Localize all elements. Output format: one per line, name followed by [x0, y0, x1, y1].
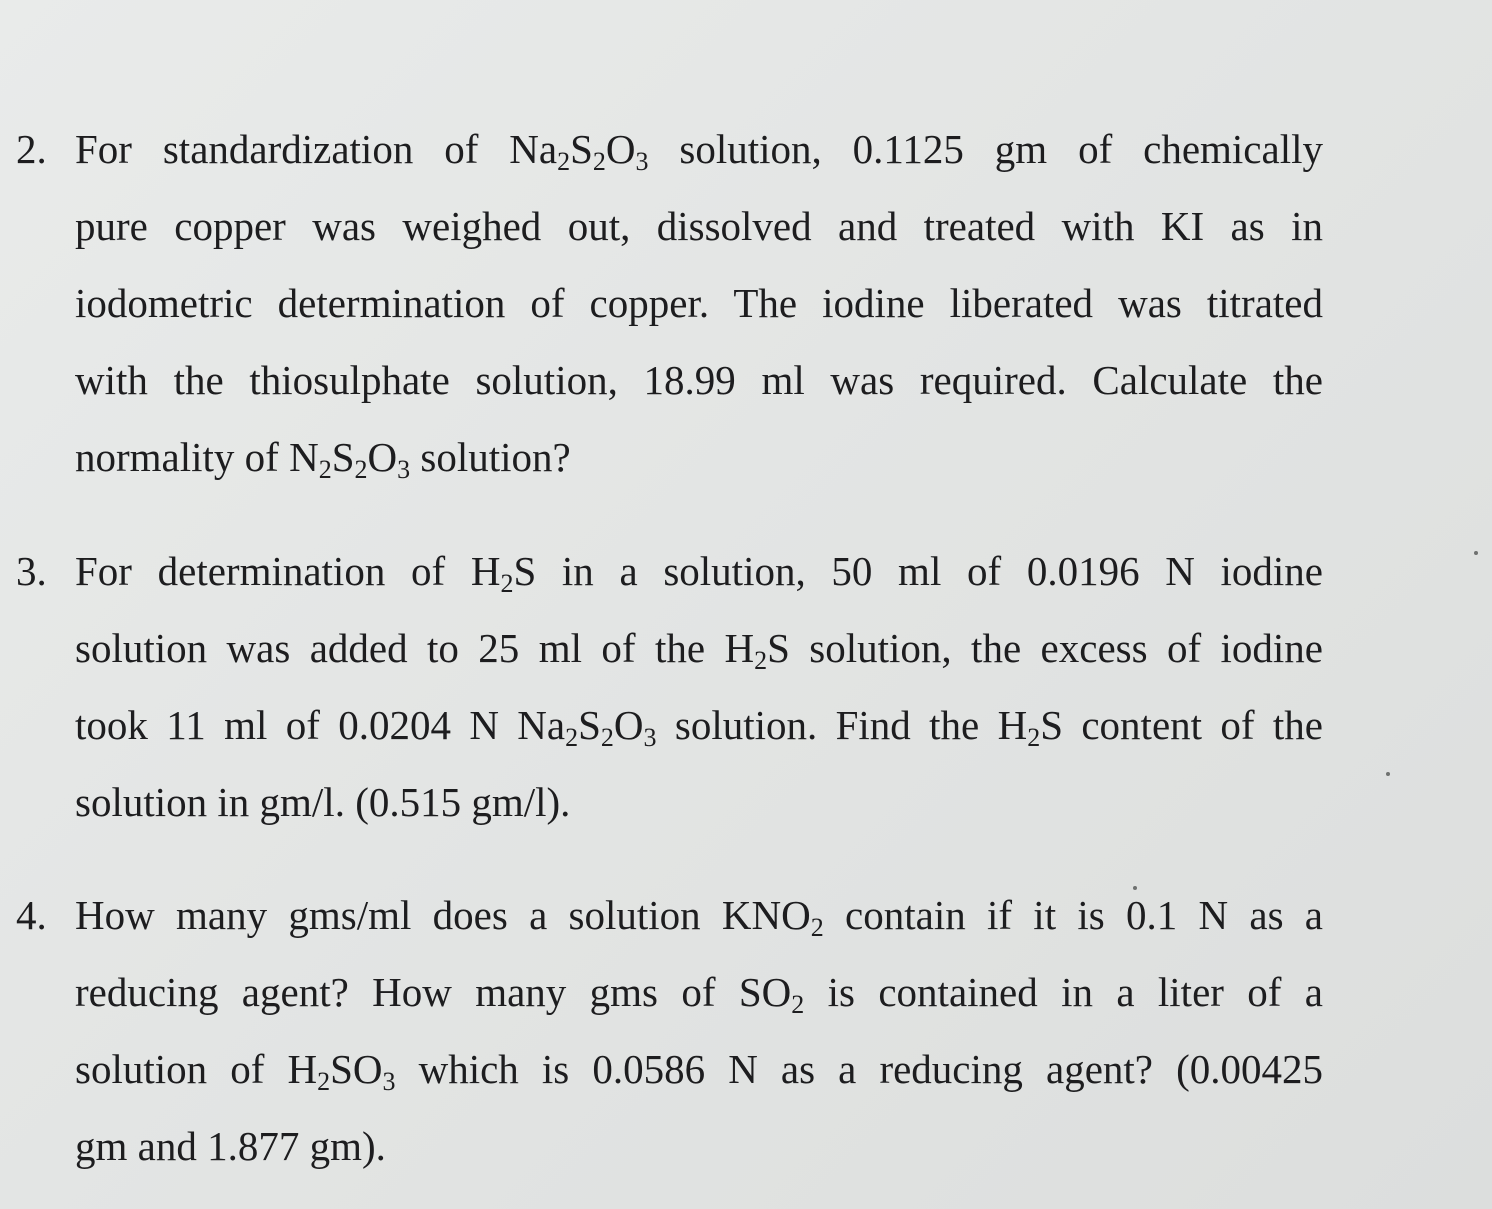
- speck-mark: [1474, 551, 1478, 555]
- speck-mark: [1386, 772, 1390, 776]
- problem-line: solution of $H_2SO_3$ which is 0.0586 N as a reducing agent? (0.00425: [75, 1046, 1323, 1096]
- problem-line: reducing agent? How many gms of $SO_2$ is contained in a liter of a: [75, 969, 1323, 1019]
- problem-line: with the thiosulphate solution, 18.99 ml was required. Calculate the: [75, 357, 1323, 403]
- problem-number: 4.: [16, 892, 47, 938]
- problem-line: How many gms/ml does a solution $KNO_2$ contain if it is 0.1 N as a: [75, 892, 1323, 942]
- problem-line: For determination of $H_2S$ in a solution, 50 ml of 0.0196 N iodine: [75, 548, 1324, 598]
- problem-line: For standardization of $Na_2S_2O_3$ solution, 0.1125 gm of chemically: [75, 126, 1323, 176]
- problem-line: iodometric determination of copper. The iodine liberated was titrated: [75, 280, 1323, 326]
- problem-line: normality of $N_2S_2O_3$ solution?: [75, 434, 571, 484]
- problem-number: 3.: [16, 548, 47, 594]
- problem-number: 2.: [16, 126, 47, 172]
- problem-line: pure copper was weighed out, dissolved and treated with KI as in: [75, 203, 1323, 249]
- problem-line: took 11 ml of 0.0204 N $Na_2S_2O_3$ solution. Find the $H_2S$ content of the: [75, 702, 1323, 752]
- problem-line: gm and 1.877 gm).: [75, 1123, 386, 1169]
- problem-line: solution in gm/l. (0.515 gm/l).: [75, 779, 571, 825]
- problem-line: solution was added to 25 ml of the $H_2S$ solution, the excess of iodine: [75, 625, 1323, 675]
- speck-mark: [1133, 886, 1137, 890]
